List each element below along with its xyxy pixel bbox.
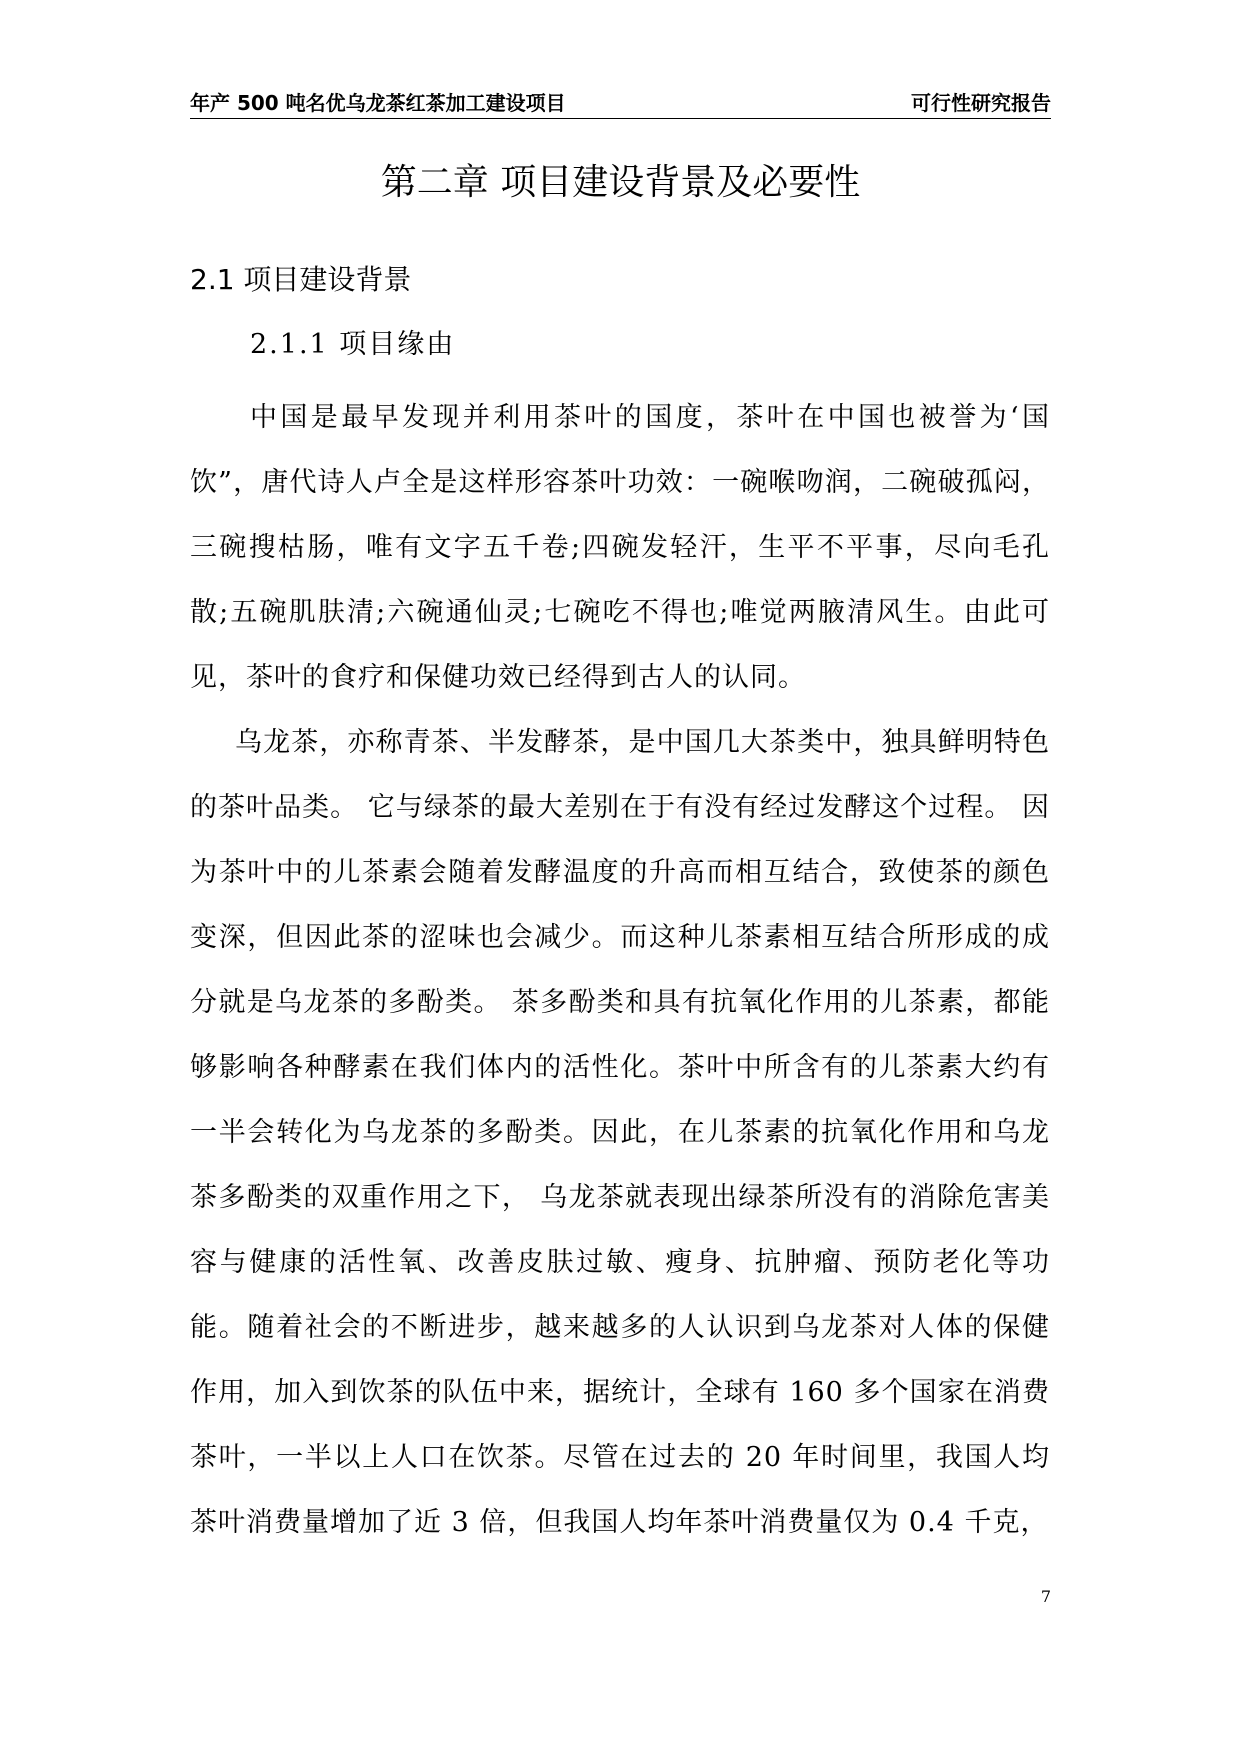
header-report-type: 可行性研究报告 (911, 91, 1051, 115)
page-number: 7 (1040, 1587, 1051, 1606)
chapter-title: 第二章 项目建设背景及必要性 (380, 162, 861, 203)
paragraph-1: 中国是最早发现并利用茶叶的国度，茶叶在中国也被誉为‘国饮”，唐代诗人卢全是这样形容茶叶功效：一碗喉吻润，二碗破孤闷，三碗搜枯肠，唯有文字五千卷;四碗发轻汗，生平不平事，尽向毛孔散;五碗肌肤清;六碗通仙灵;七碗吃不得也;唯觉两腋清风生。由此可见，茶叶的食疗和保健功效已经得到古人的认同。 (190, 402, 1050, 693)
body-text (190, 385, 1050, 1555)
running-header (190, 88, 1051, 119)
header-project-name: 年产 500 吨名优乌龙茶红茶加工建设项目 (190, 91, 566, 115)
section-title: 2.1 项目建设背景 (190, 263, 412, 296)
paragraph-2: 乌龙茶，亦称青茶、半发酵茶，是中国几大茶类中，独具鲜明特色的茶叶品类。 它与绿茶的最大差别在于有没有经过发酵这个过程。 因为茶叶中的儿茶素会随着发酵温度的升高而相互结合，致使茶的颜色变深，但因此茶的涩味也会减少。而这种儿茶素相互结合所形成的成分就是乌龙茶的多酚类。 茶多酚类和具有抗氧化作用的儿茶素，都能够影响各种酵素在我们体内的活性化。茶叶中所含有的儿茶素大约有一半会转化为乌龙茶的多酚类。因此，在儿茶素的抗氧化作用和乌龙茶多酚类的双重作用之下， 乌龙茶就表现出绿茶所没有的消除危害美容与健康的活性氧、改善皮肤过敏、瘦身、抗肿瘤、预防老化等功能。随着社会的不断进步，越来越多的人认识到乌龙茶对人体的保健作用，加入到饮茶的队伍中来，据统计，全球有 160 多个国家在消费茶叶，一半以上人口在饮茶。尽管在过去的 20 年时间里，我国人均茶叶消费量增加了近 3 倍，但我国人均年茶叶消费量仅为 0.4 千克， (190, 727, 1050, 1538)
subsection-title: 2.1.1 项目缘由 (250, 329, 456, 360)
